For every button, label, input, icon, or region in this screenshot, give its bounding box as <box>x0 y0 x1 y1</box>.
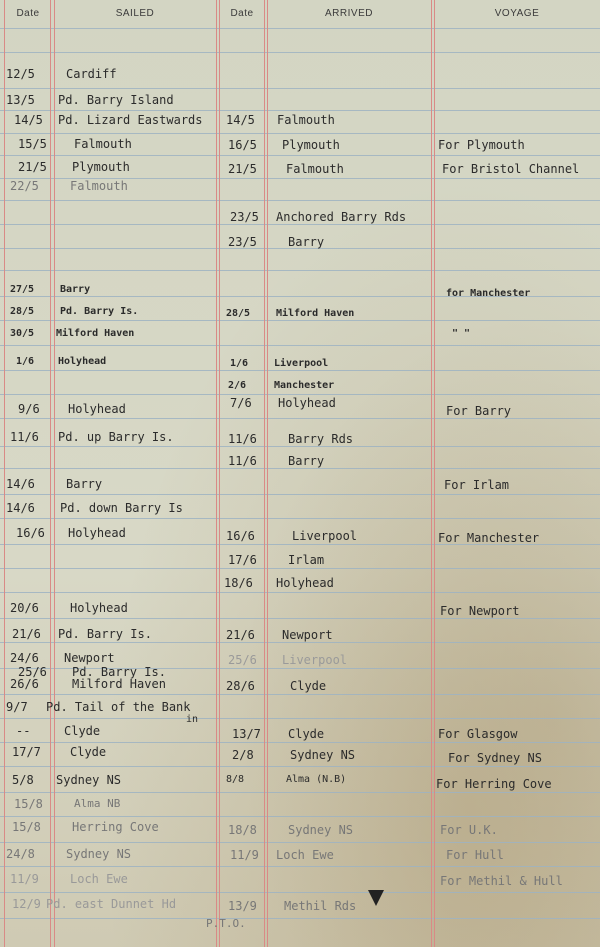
row-sailed: Loch Ewe <box>70 872 128 886</box>
row-date-sailed: -- <box>16 724 31 738</box>
row-voyage: For Methil & Hull <box>440 874 563 888</box>
row-arrived: Irlam <box>288 553 325 567</box>
row-sailed: Pd. Barry Is. <box>58 627 152 641</box>
row-sailed: Cardiff <box>66 67 117 81</box>
row-arrived: Sydney NS <box>290 748 356 762</box>
row-voyage: For Plymouth <box>438 138 525 152</box>
row-sailed: Milford Haven <box>72 677 166 691</box>
row-voyage: " " <box>452 328 471 339</box>
row-date-arrived: 16/5 <box>228 138 257 152</box>
row-date-arrived: 11/6 <box>228 454 257 468</box>
row-date-sailed: 21/6 <box>12 627 41 641</box>
row-sailed: Pd. up Barry Is. <box>58 430 174 444</box>
row-date-arrived: 17/6 <box>228 553 257 567</box>
row-date-sailed: 15/8 <box>12 820 41 834</box>
row-arrived: Clyde <box>290 679 327 693</box>
row-sailed: Clyde <box>70 745 107 759</box>
row-date-sailed: 9/7 <box>6 700 28 714</box>
row-date-sailed: 16/6 <box>16 526 45 540</box>
row-date-sailed: 24/8 <box>6 847 35 861</box>
row-date-sailed: 15/8 <box>14 797 43 811</box>
row-sailed: Pd. down Barry Is <box>60 501 183 515</box>
row-date-sailed: 12/9 <box>12 897 41 911</box>
row-arrived: Loch Ewe <box>276 848 334 862</box>
row-date-sailed: 14/6 <box>6 477 35 491</box>
row-date-arrived: 16/6 <box>226 529 255 543</box>
row-arrived: Methil Rds <box>284 899 357 913</box>
row-date-arrived: 28/5 <box>226 308 251 319</box>
row-sailed: Pd. Barry Is. <box>60 306 139 317</box>
row-date-sailed: 24/6 <box>10 651 39 665</box>
row-sailed: Sydney NS <box>66 847 132 861</box>
row-voyage: For U.K. <box>440 823 498 837</box>
row-date-arrived: 2/6 <box>228 380 247 391</box>
row-sailed: Pd. Barry Island <box>58 93 174 107</box>
row-date-sailed: 30/5 <box>10 328 35 339</box>
row-arrived: Holyhead <box>276 576 334 590</box>
row-sailed: Milford Haven <box>56 328 135 339</box>
row-arrived: Clyde <box>288 727 325 741</box>
row-sailed: Pd. east Dunnet Hd <box>46 897 177 911</box>
row-voyage: For Glasgow <box>438 727 518 741</box>
row-sailed: Holyhead <box>58 356 107 367</box>
row-sailed: Holyhead <box>68 402 126 416</box>
header-sailed: SAILED <box>115 8 155 19</box>
row-date-sailed: 1/6 <box>16 356 35 367</box>
header-date-arrived: Date <box>230 8 254 19</box>
row-sailed: Newport <box>64 651 115 665</box>
row-date-arrived: 18/8 <box>228 823 257 837</box>
row-arrived: Falmouth <box>286 162 344 176</box>
row-sailed: Pd. Lizard Eastwards <box>58 113 203 127</box>
row-arrived: Manchester <box>274 380 335 391</box>
row-arrived: Holyhead <box>278 396 336 410</box>
row-date-sailed: 15/5 <box>18 137 47 151</box>
row-date-sailed: 14/5 <box>14 113 43 127</box>
row-sailed: Pd. Barry Is. <box>72 665 166 679</box>
row-date-arrived: 1/6 <box>230 358 249 369</box>
row-date-arrived: 13/7 <box>232 727 261 741</box>
row-arrived: Sydney NS <box>288 823 354 837</box>
row-date-arrived: 23/5 <box>230 210 259 224</box>
row-sailed: Alma NB <box>74 797 121 810</box>
row-date-arrived: 18/6 <box>224 576 253 590</box>
row-arrived: Milford Haven <box>276 308 355 319</box>
row-voyage: for Manchester <box>446 288 531 299</box>
row-date-arrived: 21/6 <box>226 628 255 642</box>
row-date-sailed: 22/5 <box>10 179 39 193</box>
row-arrived: Barry <box>288 235 325 249</box>
row-date-sailed: 13/5 <box>6 93 35 107</box>
row-arrived: Liverpool <box>292 529 358 543</box>
row-arrived: Falmouth <box>277 113 335 127</box>
row-date-sailed: 5/8 <box>12 773 34 787</box>
row-date-arrived: 7/6 <box>230 396 252 410</box>
row-arrived: Plymouth <box>282 138 340 152</box>
row-date-arrived: 11/6 <box>228 432 257 446</box>
row-date-arrived: 14/5 <box>226 113 255 127</box>
row-voyage: For Sydney NS <box>448 751 542 765</box>
row-arrived: Barry <box>288 454 325 468</box>
row-voyage: For Hull <box>446 848 504 862</box>
row-voyage: For Bristol Channel <box>442 162 580 176</box>
row-voyage: For Manchester <box>438 531 540 545</box>
row-date-sailed: 11/9 <box>10 872 39 886</box>
row-date-arrived: 28/6 <box>226 679 255 693</box>
row-sailed: Clyde <box>64 724 101 738</box>
row-date-arrived: 8/8 <box>226 774 245 785</box>
row-date-sailed: 27/5 <box>10 284 35 295</box>
pto-note: P.T.O. <box>206 917 246 930</box>
row-voyage: For Irlam <box>444 478 510 492</box>
row-sailed: Holyhead <box>70 601 128 615</box>
row-sailed: Barry <box>60 284 91 295</box>
row-date-arrived: 25/6 <box>228 653 257 667</box>
row-arrived: Alma (N.B) <box>286 774 347 785</box>
row-arrived: Liverpool <box>274 358 329 369</box>
row-sailed: Barry <box>66 477 103 491</box>
row-sailed: Plymouth <box>72 160 130 174</box>
row-voyage: For Herring Cove <box>436 777 552 791</box>
row-date-arrived: 23/5 <box>228 235 257 249</box>
row-date-sailed: 11/6 <box>10 430 39 444</box>
row-date-sailed: 28/5 <box>10 306 35 317</box>
header-date-sailed: Date <box>16 8 40 19</box>
row-date-arrived: 21/5 <box>228 162 257 176</box>
row-date-arrived: 2/8 <box>232 748 254 762</box>
row-date-sailed: 17/7 <box>12 745 41 759</box>
row-date-sailed: 20/6 <box>10 601 39 615</box>
row-arrived: Anchored Barry Rds <box>276 210 407 224</box>
row-date-sailed: 21/5 <box>18 160 47 174</box>
row-arrived: Barry Rds <box>288 432 354 446</box>
sailed-note: in <box>186 714 199 725</box>
row-date-arrived: 13/9 <box>228 899 257 913</box>
row-date-sailed: 25/6 <box>18 665 47 679</box>
row-date-arrived: 11/9 <box>230 848 259 862</box>
row-date-sailed: 14/6 <box>6 501 35 515</box>
row-date-sailed: 9/6 <box>18 402 40 416</box>
row-voyage: For Newport <box>440 604 520 618</box>
row-sailed: Herring Cove <box>72 820 159 834</box>
row-sailed: Holyhead <box>68 526 126 540</box>
row-sailed: Falmouth <box>70 179 128 193</box>
row-date-sailed: 26/6 <box>10 677 39 691</box>
header-arrived: ARRIVED <box>325 8 373 19</box>
row-sailed: Pd. Tail of the Bank <box>46 700 191 714</box>
row-date-sailed: 12/5 <box>6 67 35 81</box>
row-arrived: Liverpool <box>282 653 348 667</box>
ink-stain <box>368 890 384 906</box>
row-arrived: Newport <box>282 628 333 642</box>
row-voyage: For Barry <box>446 404 512 418</box>
row-sailed: Sydney NS <box>56 773 122 787</box>
header-voyage: VOYAGE <box>494 8 540 19</box>
row-sailed: Falmouth <box>74 137 132 151</box>
